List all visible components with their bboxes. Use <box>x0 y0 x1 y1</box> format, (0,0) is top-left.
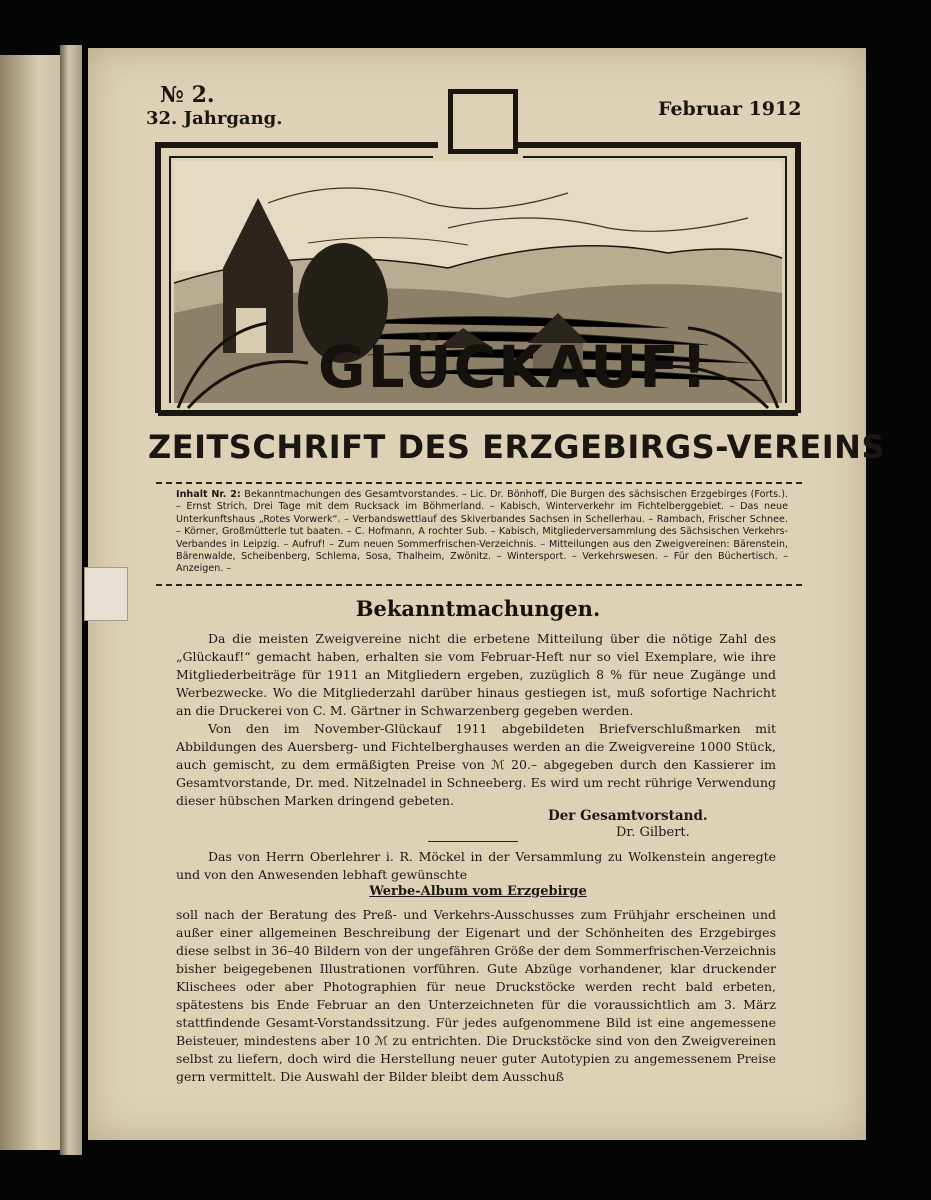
section-title: Bekanntmachungen. <box>355 596 601 621</box>
paragraph-1-text: Da die meisten Zweigvereine nicht die erbetene Mitteilung über die nötige Zahl des „Glückauf!“ gemacht haben, erhalten sie vom Februar-Heft nur so viel Exemplare, wie ihre Mitgliederbeiträge für 1911 an Mitgliedern ergeben, zuzüglich 8 % für neue Zugänge und Werbezwecke. Wo die Mitgliederzahl darüber hinaus gestiegen ist, muß sofortige Nachricht an die Druckerei von C. M. Gärtner in Schwarzenberg gegeben werden. <box>176 631 776 718</box>
toc-top-rule <box>156 482 802 488</box>
issue-number: № 2. <box>160 82 215 108</box>
album-title: Werbe-Album vom Erzgebirge <box>369 884 587 899</box>
booklet-spine <box>60 45 82 1155</box>
signature-name: Dr. Gilbert. <box>616 825 690 840</box>
adjacent-page-edge <box>0 55 64 1150</box>
toc-label: Inhalt Nr. 2: <box>176 489 241 500</box>
divider <box>428 841 518 842</box>
binding-tape <box>84 567 128 621</box>
toc-bottom-rule <box>156 584 802 590</box>
paragraph-4 <box>176 906 776 1086</box>
magazine-subtitle: ZEITSCHRIFT DES ERZGEBIRGS-VEREINS <box>148 428 885 466</box>
signature-organization: Der Gesamtvorstand. <box>548 808 708 824</box>
paragraph-3-text: Das von Herrn Oberlehrer i. R. Möckel in der Versammlung zu Wolkenstein angeregte und von den Anwesenden lebhaft gewünschte <box>176 849 776 882</box>
paragraph-2-text: Von den im November-Glückauf 1911 abgebildeten Briefverschlußmarken mit Abbildungen des Auersberg- und Fichtelberghauses werden an die Zweigvereine 1000 Stück, auch gemischt, zu dem ermäßigten Preise von ℳ 20.– abgegeben durch den Kassierer im Gesamtvorstande, Dr. med. Nitzelnadel in Schneeberg. Es wird um recht rührige Verwendung dieser hübschen Marken dringend gebeten. <box>176 721 776 808</box>
magazine-page <box>88 48 885 1140</box>
issue-date: Februar 1912 <box>658 98 802 120</box>
toc-text: Bekanntmachungen des Gesamtvorstandes. – Lic. Dr. Bönhoff, Die Burgen des sächsischen Erzgebirges (Forts.). – Ernst Strich, Drei Tage mit dem Rucksack im Böhmerland. – Kabisch, Winterverkehr im Fichtelberggebiet. – Das neue Unterkunftshaus „Rotes Vorwerk“. – Verbandswettlauf des Skiverbandes Sachsen in Schellerhau. – Rambach, Frischer Schnee. – Körner, Großmütterle tut baaten. – C. Hofmann, A rochter Sub. – Kabisch, Mitgliederversammlung des Sächsischen Verkehrs-Verbandes in Leipzig. – Aufruf! – Zum neuen Sommerfrischen-Verzeichnis. – Mitteilungen aus den Zweigvereinen: Bärenstein, Bärenwalde, Scheibenberg, Schlema, Sosa, Thalheim, Zwönitz. – Wintersport. – Verkehrswesen. – Für den Büchertisch. – Anzeigen. – <box>176 489 788 575</box>
volume-label: 32. Jahrgang. <box>146 108 283 129</box>
paragraph-1 <box>176 630 776 720</box>
table-of-contents <box>176 489 788 576</box>
paragraph-2 <box>176 720 776 810</box>
magazine-title: GLÜCKAUF! <box>318 333 710 401</box>
paragraph-4-text: soll nach der Beratung des Preß- und Verkehrs-Ausschusses zum Frühjahr erscheinen und außer einer allgemeinen Beschreibung der Eigenart und der Schönheiten des Erzgebirges diese selbst in 36–40 Bildern von der ungefähren Größe der dem Sommerfrischen-Verzeichnis bisher beigegebenen Illustrationen vorführen. Gute Abzüge vorhandener, klar druckender Klischees oder aber Photographien für neue Druckstöcke werden recht bald erbeten, spätestens bis Ende Februar an den Unterzeichneten für die voraussichtlich am 3. März stattfindende Gesamt-Vorstandssitzung. Für jedes aufgenommene Bild ist eine angemessene Beisteuer, mindestens aber 10 ℳ zu entrichten. Die Druckstöcke sind von den Zweigvereinen selbst zu liefern, doch wird die Herstellung neuer guter Autotypien zu angemessenem Preise gern vermittelt. Die Auswahl der Bilder bleibt dem Ausschuß <box>176 907 776 1084</box>
paragraph-3 <box>176 848 776 884</box>
